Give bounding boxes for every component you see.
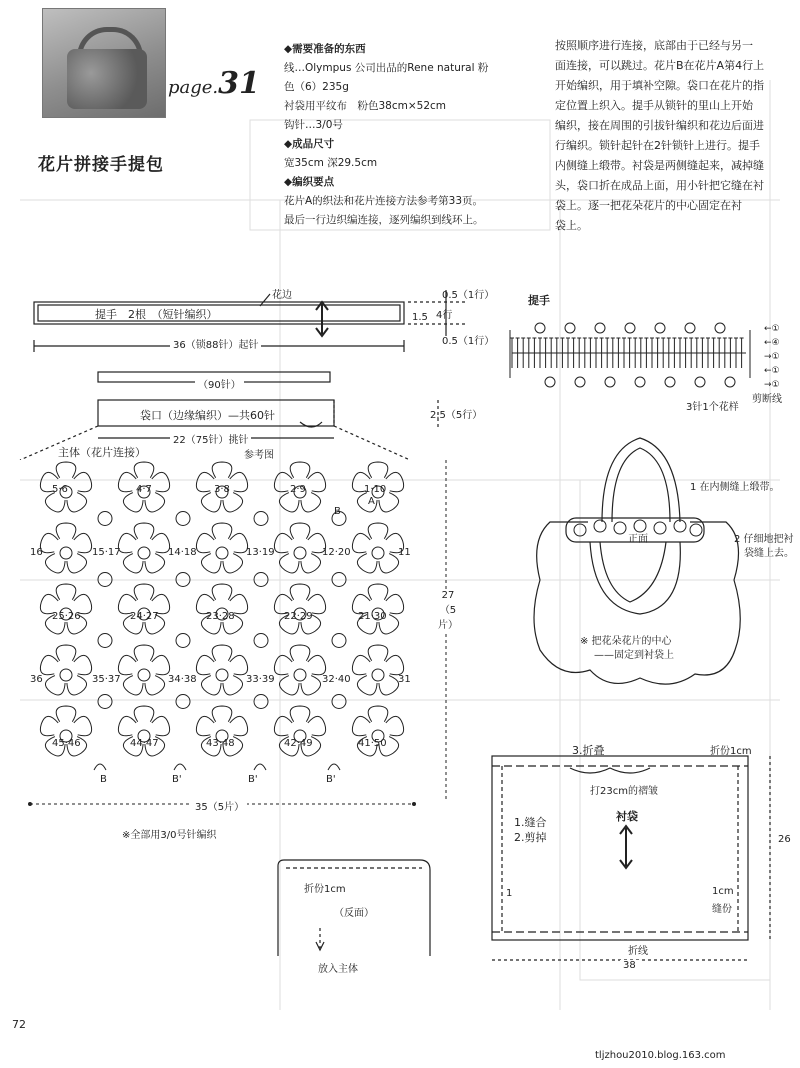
picot-mark	[535, 323, 545, 333]
body-dimension-lines	[0, 440, 470, 820]
fold-line-label: 折线	[628, 946, 648, 957]
handle-width-label: 36（锁88针）起针	[170, 336, 261, 351]
pleat-label: 打23cm的褶皱	[590, 786, 658, 797]
instruction-line: 袋上。	[555, 219, 588, 232]
instruction-line: 内侧缝上缎带。衬袋是两侧缝起来，减掉缝	[555, 159, 764, 172]
grid-number: 15·17	[92, 547, 121, 558]
grid-number: 3·8	[214, 484, 230, 495]
bag-photo	[42, 8, 166, 118]
note-center-b: ——固定到衬袋上	[594, 650, 674, 661]
grid-number: 25·26	[52, 611, 81, 622]
grid-number: 23·28	[206, 611, 235, 622]
picot-mark	[625, 323, 635, 333]
step-trim-label: 2.剪掉	[514, 831, 547, 844]
note-ribbon: 1 在内侧缝上缎带。	[690, 482, 780, 493]
seam-allowance-label: 缝份	[712, 904, 732, 915]
grid-number: 22·29	[284, 611, 313, 622]
row-mark: ←①	[764, 324, 780, 334]
row-mark: →①	[764, 352, 780, 362]
grid-number: 4·7	[136, 484, 152, 495]
margin-top-label: 0.5（1行）	[442, 290, 495, 301]
insert-body-label: 放入主体	[318, 964, 358, 975]
front-label: 正面	[628, 534, 648, 545]
grid-number: 12·20	[322, 547, 351, 558]
source-url: tljzhou2010.blog.163.com	[595, 1050, 726, 1061]
body-title: 主体（花片连接）	[58, 446, 146, 459]
instructions-block	[555, 36, 795, 236]
note-lining-a: 2 仔细地把衬	[734, 534, 794, 545]
grid-number: 13·19	[246, 547, 275, 558]
materials-line: 衬袋用平纹布 粉色38cm×52cm	[284, 100, 447, 112]
grid-number: 16	[30, 547, 43, 558]
lining-width-label: 38	[620, 960, 639, 971]
bottom-b-label: B	[100, 774, 107, 785]
body-width-label: 35（5片）	[192, 798, 247, 813]
points-line: 最后一行边织编连接，逐列编织到线环上。	[284, 214, 484, 226]
grid-number: 42·49	[284, 738, 313, 749]
instruction-line: 面连接，可以跳过。花片B在花片A第4行上	[555, 59, 765, 72]
materials-line: 线…Olympus 公司出品的Rene natural 粉	[284, 62, 489, 74]
picot-mark	[695, 377, 705, 387]
materials-heading: ◆需要准备的东西	[284, 43, 366, 55]
fold-allowance-label: 折份1cm	[710, 746, 752, 757]
repeat-label: 3针1个花样	[686, 402, 739, 413]
handle-strip-label: 提手 2根 （短针编织）	[95, 308, 218, 321]
instruction-line: 编织，接在周围的引拔针编织和花边后面进	[555, 119, 764, 132]
grid-number: 14·18	[168, 547, 197, 558]
size-line: 宽35cm 深29.5cm	[284, 157, 378, 169]
instruction-line: 袋上。逐一把花朵花片的中心固定在衬	[555, 199, 742, 212]
grid-number: 5·6	[52, 484, 68, 495]
step-sew-label: 1.缝合	[514, 816, 547, 829]
picot-mark	[575, 377, 585, 387]
motif-b-label: B	[334, 506, 341, 517]
instruction-line: 定位置上织入。提手从锁针的里山上开始	[555, 99, 753, 112]
row-mark: →①	[764, 380, 780, 390]
row-mark: ←④	[764, 338, 780, 348]
materials-block	[284, 40, 534, 230]
instruction-line: 头，袋口折在成品上面，用小针把它缝在衬	[555, 179, 764, 192]
lining-title: 衬袋	[616, 810, 638, 823]
picot-mark	[605, 377, 615, 387]
bottom-b-label: B'	[248, 774, 258, 785]
picot-mark	[655, 323, 665, 333]
materials-line: 钩针…3/0号	[284, 119, 343, 131]
rows-4-label: 4行	[436, 310, 453, 321]
grid-number: 36	[30, 674, 43, 685]
grid-number: 34·38	[168, 674, 197, 685]
bottom-b-label: B'	[326, 774, 336, 785]
reverse-fold-label: 折份1cm	[304, 884, 346, 895]
motif-a-label: A	[368, 496, 375, 507]
picot-mark	[565, 323, 575, 333]
bottom-b-label: B'	[172, 774, 182, 785]
cut-thread-label: 剪断线	[752, 394, 782, 405]
grid-number: 44·47	[130, 738, 159, 749]
grid-number: 45·46	[52, 738, 81, 749]
note-center-a: ※ 把花朵花片的中心	[580, 636, 672, 647]
grid-number: 24·27	[130, 611, 159, 622]
picot-mark	[595, 323, 605, 333]
size-heading: ◆成品尺寸	[284, 138, 335, 150]
grid-number: 32·40	[322, 674, 351, 685]
handle-stitch-chart	[506, 316, 756, 396]
instruction-line: 行编织。锁针起针在2针锁针上进行。提手	[555, 139, 760, 152]
picot-mark	[635, 377, 645, 387]
opening-pickup-label: 22（75针）挑针	[170, 431, 251, 446]
lining-diagram	[480, 736, 780, 976]
points-heading: ◆编织要点	[284, 176, 335, 188]
grid-number: 11	[398, 547, 411, 558]
handle-height-label: 1.5	[412, 312, 428, 323]
row-mark: ←①	[764, 366, 780, 376]
seam-allowance-value: 1cm	[712, 886, 734, 897]
grid-number: 41·50	[358, 738, 387, 749]
opening-height-label: 2.5（5行）	[430, 410, 483, 421]
handle-chart-title: 提手	[528, 294, 550, 307]
picot-mark	[685, 323, 695, 333]
body-height-label: 27（5片）	[434, 590, 462, 631]
points-line: 花片A的织法和花片连接方法参考第33页。	[284, 195, 484, 207]
grid-number: 35·37	[92, 674, 121, 685]
page-label: page.31	[168, 66, 260, 101]
picot-mark	[725, 377, 735, 387]
seam-mark-label: 1	[506, 888, 513, 899]
opening-label: 袋口（边缘编织）—共60针	[140, 409, 275, 422]
picot-mark	[715, 323, 725, 333]
reverse-side-label: （反面）	[334, 908, 374, 919]
grid-number: 2·9	[290, 484, 306, 495]
instruction-line: 按照顺序进行连接，底部由于已经与另一	[555, 39, 753, 52]
instruction-line: 开始编织，用于填补空隙。袋口在花片的指	[555, 79, 764, 92]
grid-number: 43·48	[206, 738, 235, 749]
note-lining-b: 袋缝上去。	[744, 548, 794, 559]
picot-mark	[665, 377, 675, 387]
picot-mark	[545, 377, 555, 387]
page-number: 72	[12, 1018, 26, 1031]
lace-edge-label: 花边	[272, 290, 292, 301]
materials-line: 色（6）235g	[284, 81, 349, 93]
grid-number: 21·30	[358, 611, 387, 622]
reference-label: 参考图	[244, 450, 274, 461]
grid-number: 1·10	[364, 484, 387, 495]
hook-note: ※全部用3/0号针编织	[122, 830, 217, 841]
grid-number: 31	[398, 674, 411, 685]
lining-height-label: 26	[778, 834, 791, 845]
margin-bottom-label: 0.5（1行）	[442, 336, 495, 347]
opening-top-label: （90针）	[195, 376, 244, 391]
grid-number: 33·39	[246, 674, 275, 685]
fold-step-label: 3.折叠	[572, 744, 605, 757]
page-title: 花片拼接手提包	[38, 155, 164, 175]
